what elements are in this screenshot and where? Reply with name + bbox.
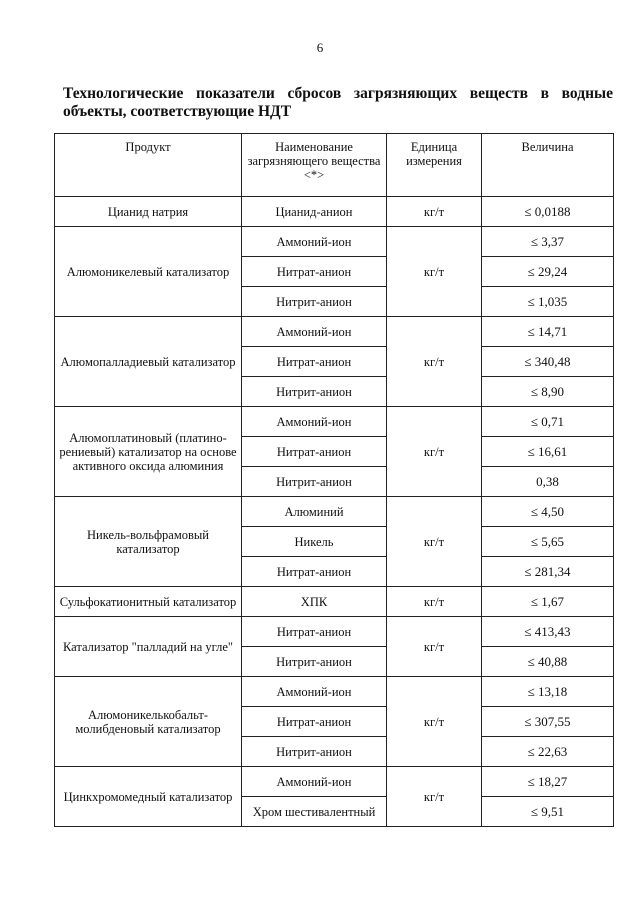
value-cell: ≤ 14,71 xyxy=(482,317,614,347)
unit-cell: кг/т xyxy=(387,587,482,617)
page-number: 6 xyxy=(316,40,324,55)
substance-cell: Хром шестивалентный xyxy=(242,797,387,827)
product-cell: Алюмопалладиевый катализатор xyxy=(55,317,242,407)
unit-cell: кг/т xyxy=(387,617,482,677)
substance-cell: Аммоний-ион xyxy=(242,767,387,797)
substance-cell: Нитрит-анион xyxy=(242,737,387,767)
substance-cell: Нитрит-анион xyxy=(242,377,387,407)
table-body xyxy=(55,197,614,827)
value-cell: ≤ 13,18 xyxy=(482,677,614,707)
product-cell: Алюмоплатиновый (платино-рениевый) катализатор на основе активного оксида алюминия xyxy=(55,407,242,497)
table-header xyxy=(55,134,614,197)
value-cell: ≤ 281,34 xyxy=(482,557,614,587)
value-cell: ≤ 3,37 xyxy=(482,227,614,257)
value-cell: ≤ 5,65 xyxy=(482,527,614,557)
substance-cell: Аммоний-ион xyxy=(242,227,387,257)
table-row xyxy=(55,407,614,437)
header-unit: Единица измерения xyxy=(387,134,482,197)
value-cell: ≤ 0,71 xyxy=(482,407,614,437)
value-cell: ≤ 8,90 xyxy=(482,377,614,407)
substance-cell: Нитрат-анион xyxy=(242,347,387,377)
substance-cell: Нитрат-анион xyxy=(242,257,387,287)
value-cell: ≤ 18,27 xyxy=(482,767,614,797)
value-cell: ≤ 0,0188 xyxy=(482,197,614,227)
value-cell: ≤ 1,67 xyxy=(482,587,614,617)
unit-cell: кг/т xyxy=(387,227,482,317)
value-cell: ≤ 29,24 xyxy=(482,257,614,287)
unit-cell: кг/т xyxy=(387,767,482,827)
value-cell: ≤ 16,61 xyxy=(482,437,614,467)
substance-cell: Нитрит-анион xyxy=(242,647,387,677)
table-row xyxy=(55,317,614,347)
substance-cell: Аммоний-ион xyxy=(242,317,387,347)
table-row xyxy=(55,497,614,527)
table-row xyxy=(55,767,614,797)
value-cell: ≤ 4,50 xyxy=(482,497,614,527)
substance-cell: Цианид-анион xyxy=(242,197,387,227)
product-cell: Сульфокатионитный катализатор xyxy=(55,587,242,617)
table-row xyxy=(55,197,614,227)
unit-cell: кг/т xyxy=(387,407,482,497)
unit-cell: кг/т xyxy=(387,317,482,407)
substance-cell: Нитрат-анион xyxy=(242,707,387,737)
product-cell: Алюмоникелькобальт-молибденовый катализатор xyxy=(55,677,242,767)
header-product: Продукт xyxy=(55,134,242,197)
product-cell: Цинкхромомедный катализатор xyxy=(55,767,242,827)
value-cell: ≤ 9,51 xyxy=(482,797,614,827)
value-cell: ≤ 413,43 xyxy=(482,617,614,647)
document-heading: Технологические показатели сбросов загрязняющих веществ в водные объекты, соответствующие НДТ xyxy=(63,85,613,120)
table-row xyxy=(55,227,614,257)
table-row xyxy=(55,617,614,647)
substance-cell: Нитрат-анион xyxy=(242,617,387,647)
substance-cell: Нитрат-анион xyxy=(242,437,387,467)
substance-cell: Нитрат-анион xyxy=(242,557,387,587)
substance-cell: Алюминий xyxy=(242,497,387,527)
product-cell: Катализатор "палладий на угле" xyxy=(55,617,242,677)
value-cell: ≤ 1,035 xyxy=(482,287,614,317)
table-row xyxy=(55,587,614,617)
product-cell: Алюмоникелевый катализатор xyxy=(55,227,242,317)
product-cell: Цианид натрия xyxy=(55,197,242,227)
value-cell: ≤ 40,88 xyxy=(482,647,614,677)
value-cell: ≤ 22,63 xyxy=(482,737,614,767)
substance-cell: ХПК xyxy=(242,587,387,617)
substance-cell: Аммоний-ион xyxy=(242,677,387,707)
table-row xyxy=(55,677,614,707)
value-cell: ≤ 340,48 xyxy=(482,347,614,377)
substance-cell: Аммоний-ион xyxy=(242,407,387,437)
substance-cell: Нитрит-анион xyxy=(242,467,387,497)
unit-cell: кг/т xyxy=(387,677,482,767)
product-cell: Никель-вольфрамовый катализатор xyxy=(55,497,242,587)
header-value: Величина xyxy=(482,134,614,197)
substance-cell: Никель xyxy=(242,527,387,557)
header-substance: Наименование загрязняющего вещества <*> xyxy=(242,134,387,197)
value-cell: 0,38 xyxy=(482,467,614,497)
unit-cell: кг/т xyxy=(387,497,482,587)
value-cell: ≤ 307,55 xyxy=(482,707,614,737)
substance-cell: Нитрит-анион xyxy=(242,287,387,317)
ndt-discharge-table xyxy=(54,133,614,827)
unit-cell: кг/т xyxy=(387,197,482,227)
